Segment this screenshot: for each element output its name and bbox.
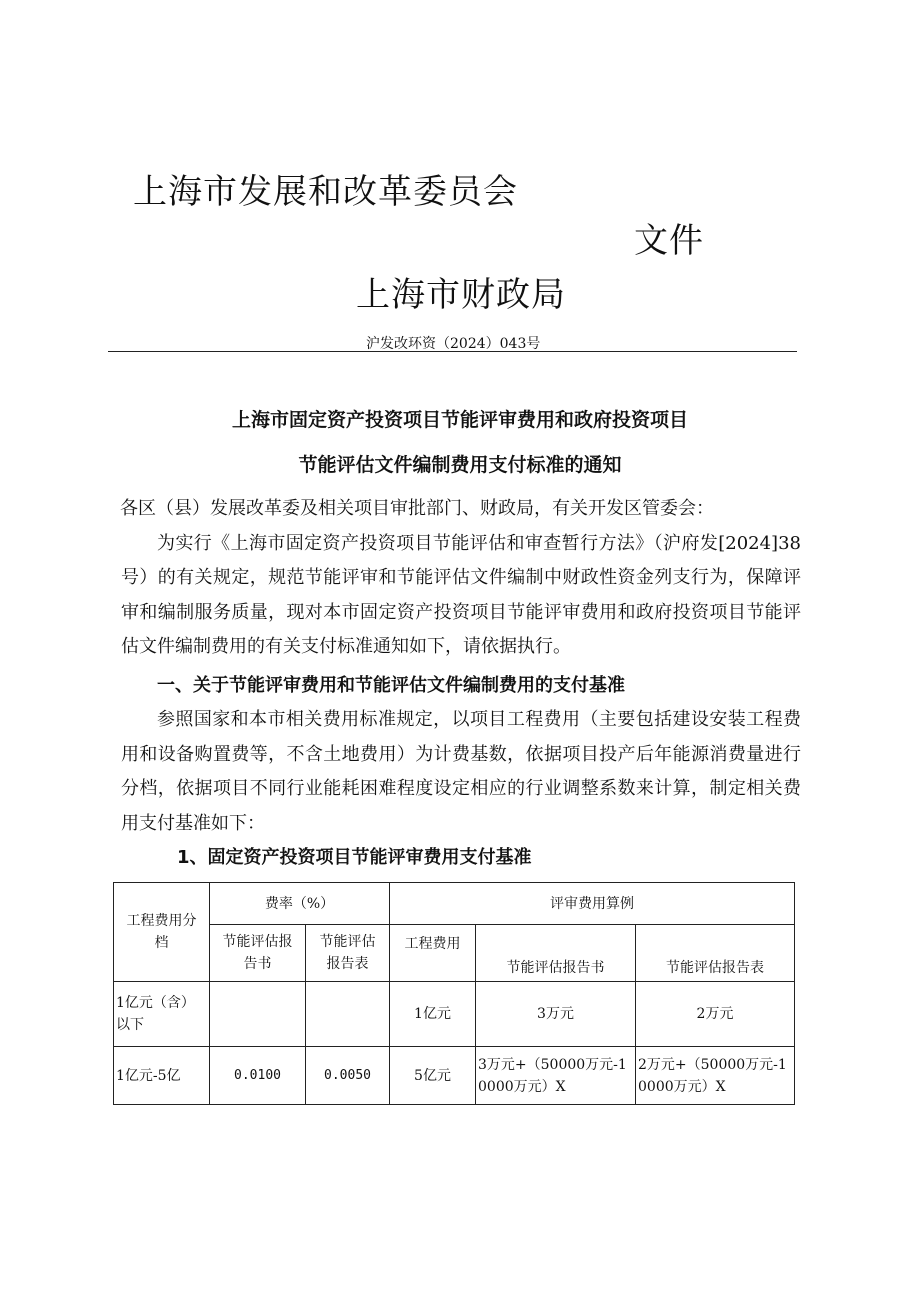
issuer-title-2: 上海市财政局 bbox=[356, 275, 566, 315]
header-project-cost: 工程费用 bbox=[390, 925, 476, 982]
addressee: 各区（县）发展改革委及相关项目审批部门、财政局，有关开发区管委会： bbox=[120, 498, 714, 519]
table-row bbox=[114, 1047, 795, 1105]
row-1-rate-book bbox=[210, 982, 306, 1047]
section-1-paragraph: 参照国家和本市相关费用标准规定，以项目工程费用（主要包括建设安装工程费用和设备购置费等，不含土地费用）为计费基数，依据项目投产后年能源消费量进行分档，依据项目不同行业能耗困难程度设定相应的行业调整系数来计算，制定相关费用支付基准如下： bbox=[121, 709, 801, 834]
row-2-tier: 1亿元-5亿 bbox=[114, 1047, 210, 1105]
row-1-rate-form bbox=[306, 982, 390, 1047]
issuer-title-1: 上海市发展和改革委员会 bbox=[133, 172, 518, 212]
notice-title-line-1: 上海市固定资产投资项目节能评审费用和政府投资项目 bbox=[231, 409, 688, 431]
header-rate-report-form: 节能评估报告表 bbox=[306, 925, 390, 982]
row-1-example-book: 3万元 bbox=[476, 982, 636, 1047]
header-tier: 工程费用分档 bbox=[114, 883, 210, 982]
notice-title-line-2: 节能评估文件编制费用支付标准的通知 bbox=[298, 454, 622, 476]
section-1-heading: 一、关于节能评审费用和节能评估文件编制费用的支付基准 bbox=[157, 674, 625, 696]
header-rate: 费率（%） bbox=[210, 883, 390, 925]
row-2-rate-form: 0.0050 bbox=[306, 1047, 390, 1105]
header-example-report-book: 节能评估报告书 bbox=[476, 925, 636, 982]
header-rate-report-book: 节能评估报告书 bbox=[210, 925, 306, 982]
fee-standard-table bbox=[113, 882, 795, 1105]
document-type-label: 文件 bbox=[634, 221, 704, 261]
table-row bbox=[114, 982, 795, 1047]
header-example: 评审费用算例 bbox=[390, 883, 795, 925]
table-header-row bbox=[114, 883, 795, 925]
document-number: 沪发改环资（2024）043号 bbox=[366, 336, 541, 352]
header-example-report-form: 节能评估报告表 bbox=[636, 925, 795, 982]
row-2-example-book: 3万元+（50000万元-10000万元）X bbox=[476, 1047, 636, 1105]
header-divider bbox=[108, 351, 797, 352]
table-subheader-row bbox=[114, 925, 795, 982]
row-1-tier: 1亿元（含）以下 bbox=[114, 982, 210, 1047]
row-2-cost: 5亿元 bbox=[390, 1047, 476, 1105]
row-2-rate-book: 0.0100 bbox=[210, 1047, 306, 1105]
subsection-1-heading: 1、固定资产投资项目节能评审费用支付基准 bbox=[177, 847, 532, 868]
row-1-example-form: 2万元 bbox=[636, 982, 795, 1047]
row-1-cost: 1亿元 bbox=[390, 982, 476, 1047]
row-2-example-form: 2万元+（50000万元-10000万元）X bbox=[636, 1047, 795, 1105]
notice-body bbox=[121, 492, 801, 876]
intro-paragraph: 为实行《上海市固定资产投资项目节能评估和审查暂行方法》（沪府发[2024]38号）的有关规定，规范节能评审和节能评估文件编制中财政性资金列支行为，保障评审和编制服务质量，现对本市固定资产投资项目节能评审费用和政府投资项目节能评估文件编制费用的有关支付标准通知如下，请依据执行。 bbox=[121, 532, 801, 657]
